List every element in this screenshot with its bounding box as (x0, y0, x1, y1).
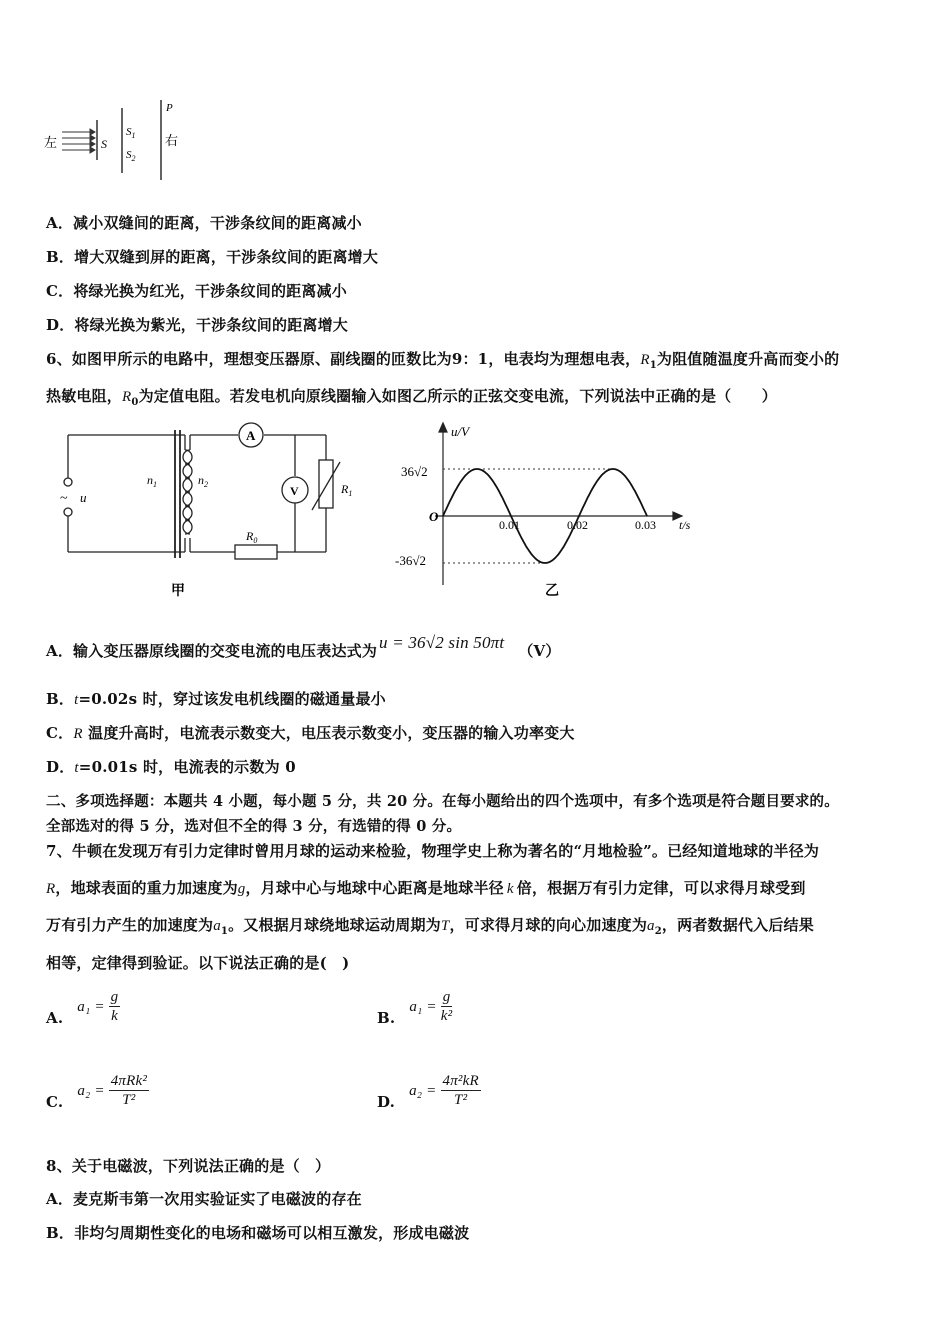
q6-stem-line1: 6、如图甲所示的电路中，理想变压器原、副线圈的匝数比为9：1，电表均为理想电表，$R_1$为阻值随温度升高而变小的 (46, 350, 840, 371)
q6-stem-line2: 热敏电阻，$R_0$为定值电阻。若发电机向原线圈输入如图乙所示的正弦交变电流，下列说法中正确的是（ ） (46, 387, 777, 408)
q6-option-c: C．R 温度升高时，电流表示数变大，电压表示数变小，变压器的输入功率变大 (46, 724, 575, 742)
circuit-diagram (50, 420, 360, 600)
s-label: S (101, 137, 107, 151)
section2-heading-line1: 二、多项选择题：本题共 4 小题，每小题 5 分，共 20 分。在每小题给出的四个选项中，有多个选项是符合题目要求的。 (46, 793, 839, 810)
y-min-label: -36√2 (395, 553, 426, 568)
q7-stem-line4: 相等，定律得到验证。以下说法正确的是( ) (46, 954, 350, 972)
svg-text:n1: $n_1$ (147, 473, 157, 489)
q6-option-b: B．t=0.02s 时，穿过该发电机线圈的磁通量最小 (46, 690, 386, 708)
q6-option-d: D．t=0.01s 时，电流表的示数为 0 (46, 758, 296, 776)
left-label: 左 (44, 135, 58, 150)
q7-option-c: C.a₂ = $\frac{\text{4πRk²}}{\text{T²}}$ (46, 1073, 148, 1111)
svg-text:V: V (290, 484, 299, 498)
x-tick-label: 0.01 (499, 518, 520, 532)
q5-option-a: A．减小双缝间的距离，干涉条纹间的距离减小 (46, 214, 362, 232)
q8-option-b: B．非均匀周期性变化的电场和磁场可以相互激发，形成电磁波 (46, 1224, 470, 1242)
svg-text:u: u (80, 490, 87, 505)
voltage-graph (395, 420, 705, 600)
q5-option-b: B．增大双缝到屏的距离，干涉条纹间的距离增大 (46, 248, 379, 266)
graph-caption: 乙 (545, 584, 559, 599)
circuit-caption: 甲 (171, 584, 185, 599)
q7-stem-line1: 7、牛顿在发现万有引力定律时曾用月球的运动来检验，物理学史上称为著名的“月地检验”。已经知道地球的半径为 (46, 842, 820, 860)
y-axis-label: u/V (451, 424, 470, 439)
double-slit-diagram (40, 98, 200, 188)
x-tick-label: 0.03 (635, 518, 656, 532)
q7-option-a: A.a₁ = $\frac{g}{k}$ (46, 989, 119, 1027)
q5-option-c: C．将绿光换为红光，干涉条纹间的距离减小 (46, 282, 347, 300)
x-tick-label: 0.02 (567, 518, 588, 532)
svg-text:A: A (246, 428, 256, 443)
q7-option-d: D.a₂ = $\frac{\text{4π²kR}}{\text{T²}}$ (377, 1073, 479, 1111)
q7-stem-line2: R，地球表面的重力加速度为g，月球中心与地球中心距离是地球半径 k 倍，根据万有引力定律，可以求得月球受到 (46, 879, 806, 897)
svg-text:R1: $R_1$ (341, 482, 353, 498)
svg-text:S1: $S_1$ (126, 126, 136, 140)
origin-label: O (429, 509, 439, 524)
section2-heading-line2: 全部选对的得 5 分，选对但不全的得 3 分，有选错的得 0 分。 (46, 818, 462, 835)
x-axis-label: t/s (679, 518, 691, 532)
svg-text:S2: $S_2$ (126, 149, 136, 163)
q5-option-d: D．将绿光换为紫光，干涉条纹间的距离增大 (46, 316, 349, 334)
p-label: P (166, 102, 173, 114)
right-label: 右 (165, 133, 179, 148)
resistor-r0 (235, 545, 277, 559)
y-max-label: 36√2 (401, 464, 428, 479)
q7-stem-line3: 万有引力产生的加速度为$a_1$。又根据月球绕地球运动周期为T，可求得月球的向心加速度为$a_2$，两者数据代入后结果 (46, 916, 814, 937)
thermistor-r1 (319, 460, 333, 508)
q8-stem: 8、关于电磁波，下列说法正确的是（ ） (46, 1157, 331, 1175)
svg-text:~: ~ (60, 491, 68, 506)
svg-text:n2: $n_2$ (198, 473, 208, 489)
q8-option-a: A．麦克斯韦第一次用实验证实了电磁波的存在 (46, 1190, 362, 1208)
q6-option-a: A．输入变压器原线圈的交变电流的电压表达式为 u = 36√2 sin 50πt （V） (46, 633, 561, 660)
q7-option-b: B.a₁ = $\frac{g}{\text{k²}}$ (377, 989, 453, 1027)
svg-text:R0: $R_0$ (246, 529, 258, 545)
